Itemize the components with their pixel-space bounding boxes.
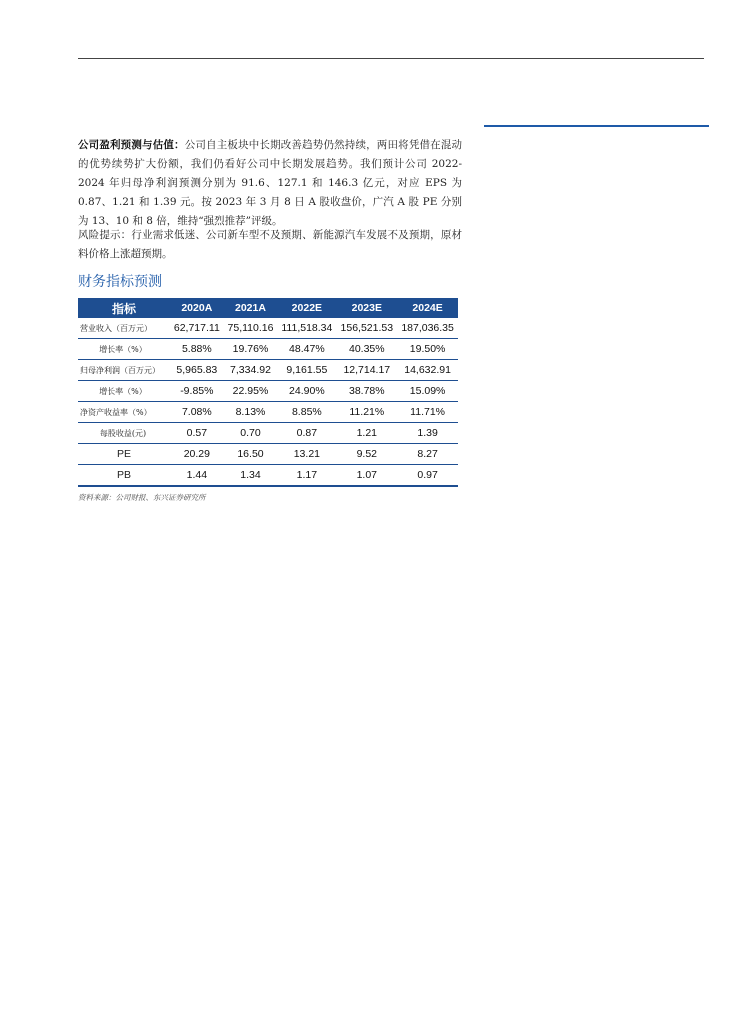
table-cell: 1.21	[336, 423, 397, 444]
table-row	[78, 318, 458, 339]
forecast-heading: 公司盈利预测与估值：	[78, 139, 185, 151]
table-row	[78, 465, 458, 487]
table-cell: 22.95%	[224, 381, 278, 402]
sidebar-divider	[484, 125, 709, 127]
table-header-row	[78, 298, 458, 318]
row-label: 营业收入（百万元）	[78, 318, 170, 339]
table-cell: 11.71%	[397, 402, 458, 423]
table-cell: 0.57	[170, 423, 224, 444]
header-cell: 2021A	[224, 298, 278, 318]
table-row	[78, 423, 458, 444]
source-note: 资料来源：公司财报、东兴证券研究所	[78, 493, 206, 502]
financial-forecast-table	[78, 298, 458, 487]
table-row	[78, 381, 458, 402]
row-label: 净资产收益率（%）	[78, 402, 170, 423]
table-row	[78, 402, 458, 423]
forecast-body: 公司自主板块中长期改善趋势仍然持续，两田将凭借在混动的优势续势扩大份额，我们仍看好公司中长期发展趋势。我们预计公司 2022-2024 年归母净利润预测分别为 91.6、127.1 和 146.3 亿元，对应 EPS 为 0.87、1.21 和 1.39 元。按 2023 年 3 月 8 日 A 股收盘价，广汽 A 股 PE 分别为 13、10 和 8 倍，维持“强烈推荐”评级。	[78, 139, 463, 227]
row-label: PB	[78, 465, 170, 487]
header-cell: 2022E	[277, 298, 336, 318]
table-cell: 75,110.16	[224, 318, 278, 339]
table-cell: 9.52	[336, 444, 397, 465]
table-cell: 0.70	[224, 423, 278, 444]
table-cell: 19.50%	[397, 339, 458, 360]
table-cell: 14,632.91	[397, 360, 458, 381]
table-cell: 1.34	[224, 465, 278, 487]
table-row	[78, 339, 458, 360]
table-cell: 19.76%	[224, 339, 278, 360]
table-cell: 16.50	[224, 444, 278, 465]
header-cell: 2024E	[397, 298, 458, 318]
table-cell: 7,334.92	[224, 360, 278, 381]
table-cell: 8.13%	[224, 402, 278, 423]
table-cell: 8.85%	[277, 402, 336, 423]
table-cell: 156,521.53	[336, 318, 397, 339]
row-label: 增长率（%）	[78, 339, 170, 360]
table-cell: 15.09%	[397, 381, 458, 402]
table-cell: 8.27	[397, 444, 458, 465]
table-cell: 20.29	[170, 444, 224, 465]
table-cell: 111,518.34	[277, 318, 336, 339]
table-cell: 11.21%	[336, 402, 397, 423]
table-cell: 1.07	[336, 465, 397, 487]
row-label: 每股收益(元)	[78, 423, 170, 444]
table-cell: 1.44	[170, 465, 224, 487]
table-cell: 38.78%	[336, 381, 397, 402]
table-cell: 7.08%	[170, 402, 224, 423]
row-label: 归母净利润（百万元）	[78, 360, 170, 381]
table-cell: 24.90%	[277, 381, 336, 402]
header-divider	[78, 58, 704, 59]
table-cell: 12,714.17	[336, 360, 397, 381]
table-cell: 0.97	[397, 465, 458, 487]
risk-paragraph: 风险提示：行业需求低迷、公司新车型不及预期、新能源汽车发展不及预期，原材料价格上涨超预期。	[78, 229, 462, 260]
table-row	[78, 360, 458, 381]
header-cell: 2020A	[170, 298, 224, 318]
table-cell: 1.39	[397, 423, 458, 444]
table-cell: 187,036.35	[397, 318, 458, 339]
table-cell: 0.87	[277, 423, 336, 444]
table-cell: 62,717.11	[170, 318, 224, 339]
table-row	[78, 444, 458, 465]
header-cell: 2023E	[336, 298, 397, 318]
row-label: 增长率（%）	[78, 381, 170, 402]
table-cell: 1.17	[277, 465, 336, 487]
forecast-paragraph	[78, 136, 462, 231]
table-cell: 5,965.83	[170, 360, 224, 381]
header-cell: 指标	[78, 298, 170, 318]
table-cell: -9.85%	[170, 381, 224, 402]
table-cell: 5.88%	[170, 339, 224, 360]
table-cell: 48.47%	[277, 339, 336, 360]
row-label: PE	[78, 444, 170, 465]
table-cell: 13.21	[277, 444, 336, 465]
table-cell: 9,161.55	[277, 360, 336, 381]
section-title: 财务指标预测	[78, 274, 162, 290]
table-cell: 40.35%	[336, 339, 397, 360]
